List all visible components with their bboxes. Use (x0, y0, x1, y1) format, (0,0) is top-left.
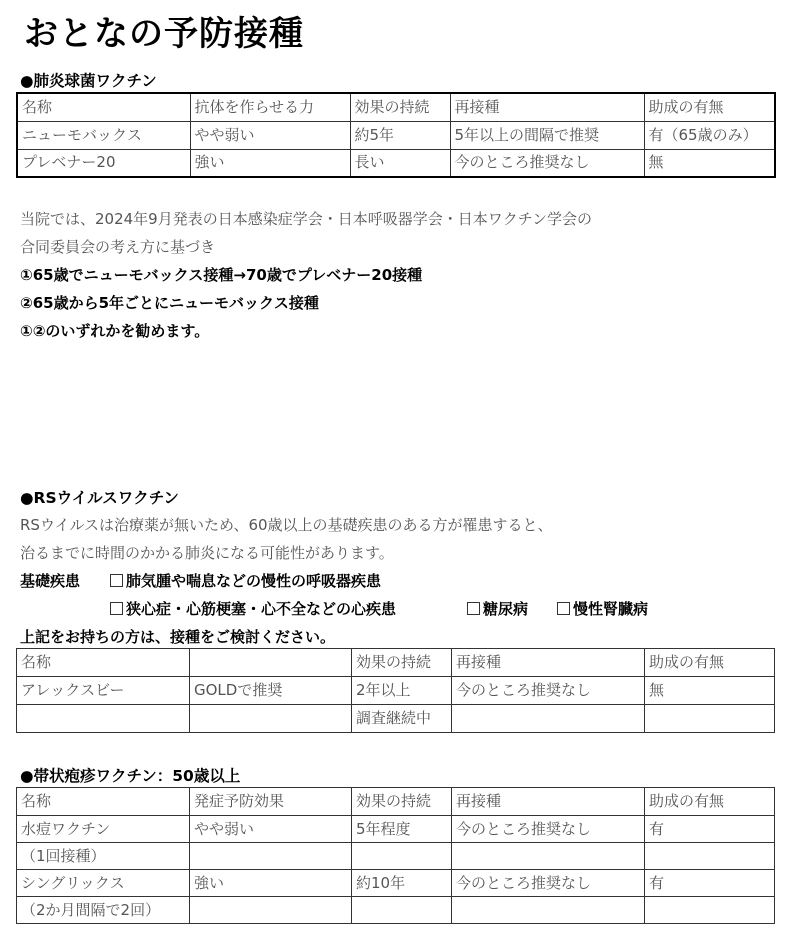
table-header-cell: 名称 (17, 788, 190, 816)
rsv-heading: ●RSウイルスワクチン (20, 489, 179, 507)
table-header-cell: 効果の持続 (352, 788, 452, 816)
table-cell: GOLDで推奨 (190, 677, 352, 705)
table-cell: 約5年 (350, 121, 450, 149)
shingles-heading: ●帯状疱疹ワクチン：50歳以上 (20, 767, 241, 785)
table-cell: 2年以上 (352, 677, 452, 705)
pneumococcal-note-line1: 当院では、2024年9月発表の日本感染症学会・日本呼吸器学会・日本ワクチン学会の (20, 210, 592, 228)
table-cell: アレックスビー (17, 677, 190, 705)
condition-heart: 狭心症・心筋梗塞・心不全などの心疾患 (110, 598, 396, 619)
checkbox-icon (110, 574, 123, 587)
rsv-table (16, 648, 775, 733)
checkbox-icon (557, 602, 570, 615)
pneumococcal-recommendation: ①②のいずれかを勧めます。 (20, 322, 210, 340)
table-row (17, 705, 775, 733)
table-header-row (17, 93, 775, 121)
table-header-cell: 助成の有無 (645, 649, 775, 677)
table-cell: やや弱い (190, 121, 350, 149)
table-cell (352, 843, 452, 870)
checkbox-icon (110, 602, 123, 615)
table-cell: ニューモバックス (17, 121, 190, 149)
table-header-cell: 助成の有無 (645, 788, 775, 816)
table-header-cell: 抗体を作らせる力 (190, 93, 350, 121)
table-cell: （2か月間隔で2回） (17, 897, 190, 924)
pneumococcal-note-line2: 合同委員会の考え方に基づき (20, 238, 216, 256)
table-header-cell: 名称 (17, 93, 190, 121)
table-cell: 約10年 (352, 870, 452, 897)
table-cell (645, 897, 775, 924)
table-cell: 強い (190, 870, 352, 897)
table-cell: 有 (645, 870, 775, 897)
table-cell (190, 843, 352, 870)
table-row (17, 149, 775, 177)
table-header-cell: 再接種 (452, 649, 645, 677)
pneumococcal-table (16, 92, 776, 178)
pneumococcal-heading: ●肺炎球菌ワクチン (20, 72, 157, 90)
page-title: おとなの予防接種 (24, 14, 304, 54)
table-cell (452, 897, 645, 924)
table-cell: 5年以上の間隔で推奨 (450, 121, 644, 149)
table-row (17, 816, 775, 843)
table-cell: 今のところ推奨なし (452, 870, 645, 897)
table-cell (645, 843, 775, 870)
table-header-cell: 効果の持続 (352, 649, 452, 677)
table-row (17, 843, 775, 870)
table-cell: 5年程度 (352, 816, 452, 843)
pneumococcal-option-2: ②65歳から5年ごとにニューモバックス接種 (20, 294, 319, 312)
table-cell (352, 897, 452, 924)
table-cell: 水痘ワクチン (17, 816, 190, 843)
table-cell: 調査継続中 (352, 705, 452, 733)
table-cell (190, 897, 352, 924)
table-cell: 長い (350, 149, 450, 177)
table-row (17, 870, 775, 897)
table-cell: 無 (645, 677, 775, 705)
condition-kidney: 慢性腎臓病 (557, 598, 648, 619)
table-cell: シングリックス (17, 870, 190, 897)
table-cell (452, 705, 645, 733)
table-cell (190, 705, 352, 733)
table-header-cell: 再接種 (452, 788, 645, 816)
table-cell: プレベナー20 (17, 149, 190, 177)
condition-respiratory: 肺気腫や喘息などの慢性の呼吸器疾患 (110, 570, 381, 591)
table-header-cell: 再接種 (450, 93, 644, 121)
table-cell (17, 705, 190, 733)
rsv-description-line2: 治るまでに時間のかかる肺炎になる可能性があります。 (20, 544, 394, 562)
checkbox-icon (467, 602, 480, 615)
table-header-cell: 助成の有無 (644, 93, 775, 121)
table-cell: 今のところ推奨なし (452, 816, 645, 843)
table-cell: 強い (190, 149, 350, 177)
table-cell: 有（65歳のみ） (644, 121, 775, 149)
table-header-cell: 名称 (17, 649, 190, 677)
table-cell: （1回接種） (17, 843, 190, 870)
table-cell: やや弱い (190, 816, 352, 843)
pneumococcal-option-1: ①65歳でニューモバックス接種→70歳でプレベナー20接種 (20, 266, 423, 284)
rsv-description-line1: RSウイルスは治療薬が無いため、60歳以上の基礎疾患のある方が罹患すると、 (20, 516, 553, 534)
table-cell (645, 705, 775, 733)
table-header-cell: 発症予防効果 (190, 788, 352, 816)
table-row (17, 897, 775, 924)
table-row (17, 121, 775, 149)
table-cell: 無 (644, 149, 775, 177)
table-cell: 今のところ推奨なし (452, 677, 645, 705)
table-row (17, 677, 775, 705)
table-cell (452, 843, 645, 870)
conditions-label: 基礎疾患 (20, 572, 81, 590)
table-header-cell (190, 649, 352, 677)
condition-diabetes: 糖尿病 (467, 598, 528, 619)
shingles-table (16, 787, 775, 924)
rsv-advice: 上記をお持ちの方は、接種をご検討ください。 (20, 628, 336, 646)
table-cell: 有 (645, 816, 775, 843)
table-header-row (17, 649, 775, 677)
table-cell: 今のところ推奨なし (450, 149, 644, 177)
table-header-row (17, 788, 775, 816)
table-header-cell: 効果の持続 (350, 93, 450, 121)
